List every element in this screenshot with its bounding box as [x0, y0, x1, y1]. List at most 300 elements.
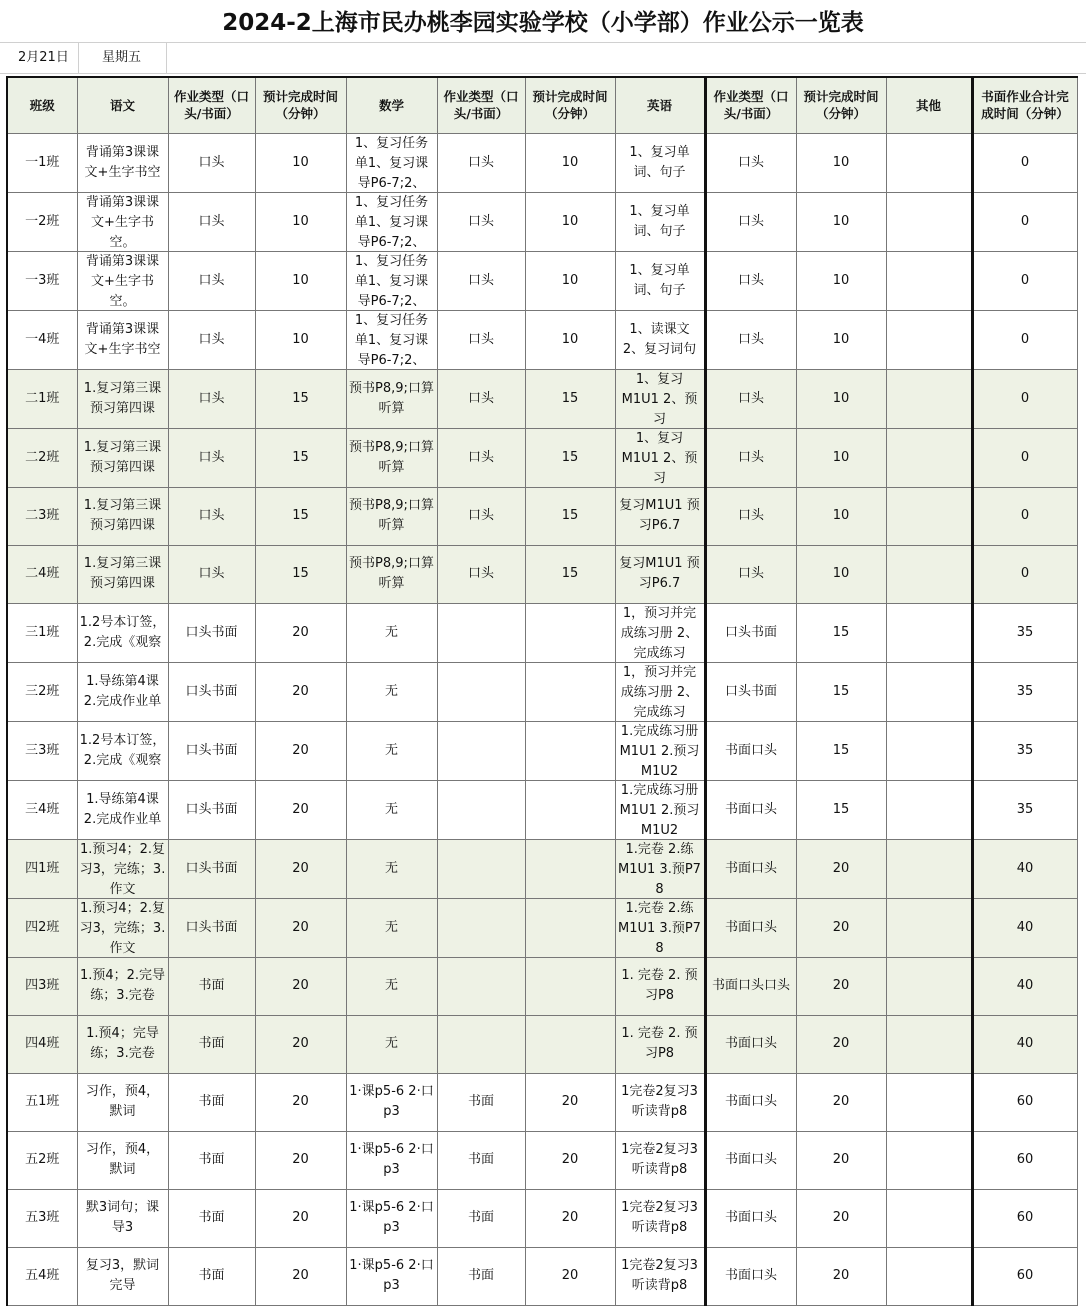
cell-english-time[interactable] [796, 1073, 886, 1131]
cell-chinese[interactable] [77, 957, 168, 1015]
cell-total[interactable] [972, 780, 1077, 839]
cell-math[interactable] [346, 1247, 437, 1305]
cell-chinese-type[interactable] [168, 1247, 255, 1305]
cell-english-time[interactable] [796, 1015, 886, 1073]
cell-total[interactable] [972, 133, 1077, 192]
weekday-cell[interactable]: 星期五 [102, 50, 142, 65]
cell-math[interactable] [346, 251, 437, 310]
cell-chinese[interactable] [77, 487, 168, 545]
cell-total[interactable] [972, 1015, 1077, 1073]
cell-english-type[interactable] [705, 780, 796, 839]
cell-total[interactable] [972, 1247, 1077, 1305]
cell-math-type[interactable] [437, 251, 525, 310]
cell-other[interactable] [886, 1015, 972, 1073]
cell-english-time[interactable] [796, 487, 886, 545]
cell-english[interactable] [615, 662, 705, 721]
header-cell-math-type[interactable]: 作业类型（口头/书面） [437, 77, 525, 133]
cell-math-type[interactable] [437, 1015, 525, 1073]
cell-total[interactable] [972, 1189, 1077, 1247]
cell-other[interactable] [886, 1247, 972, 1305]
cell-chinese[interactable] [77, 603, 168, 662]
cell-text: 口头 [737, 272, 764, 288]
date-row [0, 42, 1086, 74]
cell-class[interactable] [7, 487, 77, 545]
table-row [7, 251, 1077, 310]
cell-other[interactable] [886, 369, 972, 428]
cell-math[interactable] [346, 428, 437, 487]
cell-english-time[interactable] [796, 1189, 886, 1247]
cell-math-time[interactable] [525, 369, 615, 428]
cell-english-time[interactable] [796, 1247, 886, 1305]
cell-other[interactable] [886, 251, 972, 310]
cell-math-type[interactable] [437, 369, 525, 428]
cell-chinese-type[interactable] [168, 1131, 255, 1189]
cell-chinese[interactable] [77, 780, 168, 839]
table-row [7, 603, 1077, 662]
cell-math[interactable] [346, 369, 437, 428]
cell-english[interactable] [615, 428, 705, 487]
cell-chinese-time[interactable] [255, 1247, 346, 1305]
cell-chinese-time[interactable] [255, 133, 346, 192]
cell-total[interactable] [972, 721, 1077, 780]
cell-chinese-time[interactable] [255, 428, 346, 487]
cell-english[interactable] [615, 1073, 705, 1131]
cell-text: 60 [1016, 1094, 1034, 1109]
cell-chinese[interactable] [77, 1073, 168, 1131]
cell-chinese-time[interactable] [255, 780, 346, 839]
cell-class[interactable] [7, 1073, 77, 1131]
header-cell-chinese[interactable]: 语文 [77, 77, 168, 133]
cell-text: 1，预习并完成练习册 2、完成练习 [620, 605, 699, 661]
cell-math-time[interactable] [525, 1015, 615, 1073]
cell-text: 1、读课文 2、复习词句 [622, 321, 697, 357]
cell-english-type[interactable] [705, 603, 796, 662]
cell-total[interactable] [972, 1131, 1077, 1189]
cell-chinese-type[interactable] [168, 310, 255, 369]
cell-total[interactable] [972, 251, 1077, 310]
cell-english-type[interactable] [705, 1073, 796, 1131]
cell-english[interactable] [615, 369, 705, 428]
cell-text: 35 [1016, 801, 1034, 817]
cell-class[interactable] [7, 1189, 77, 1247]
header-cell-english[interactable]: 英语 [615, 77, 705, 133]
cell-chinese-type[interactable] [168, 662, 255, 721]
cell-other[interactable] [886, 133, 972, 192]
cell-chinese-time[interactable] [255, 545, 346, 603]
cell-math-time[interactable] [525, 251, 615, 310]
cell-chinese-type[interactable] [168, 721, 255, 780]
cell-math[interactable] [346, 1131, 437, 1189]
cell-math-type[interactable] [437, 957, 525, 1015]
cell-total[interactable] [972, 487, 1077, 545]
cell-english[interactable] [615, 133, 705, 192]
cell-class[interactable] [7, 545, 77, 603]
header-cell-chinese-time[interactable]: 预计完成时间（分钟） [255, 77, 346, 133]
cell-math[interactable] [346, 1189, 437, 1247]
cell-math-type[interactable] [437, 545, 525, 603]
cell-other[interactable] [886, 957, 972, 1015]
cell-chinese-time[interactable] [255, 839, 346, 898]
cell-other[interactable] [886, 839, 972, 898]
cell-total[interactable] [972, 1073, 1077, 1131]
cell-chinese-type[interactable] [168, 1073, 255, 1131]
cell-math-time[interactable] [525, 662, 615, 721]
cell-text: 1、复习单词、句子 [629, 262, 690, 298]
cell-chinese-type[interactable] [168, 780, 255, 839]
cell-math[interactable] [346, 780, 437, 839]
cell-english[interactable] [615, 957, 705, 1015]
cell-chinese-type[interactable] [168, 1189, 255, 1247]
cell-chinese[interactable] [77, 839, 168, 898]
cell-class[interactable] [7, 957, 77, 1015]
cell-english-type[interactable] [705, 487, 796, 545]
cell-class[interactable] [7, 428, 77, 487]
cell-class[interactable] [7, 662, 77, 721]
cell-chinese[interactable] [77, 251, 168, 310]
cell-chinese-time[interactable] [255, 487, 346, 545]
cell-chinese-type[interactable] [168, 428, 255, 487]
cell-math[interactable] [346, 839, 437, 898]
cell-other[interactable] [886, 662, 972, 721]
cell-total[interactable] [972, 428, 1077, 487]
cell-math[interactable] [346, 545, 437, 603]
cell-english-type[interactable] [705, 545, 796, 603]
cell-total[interactable] [972, 603, 1077, 662]
cell-text: 书面口头 [724, 1210, 777, 1225]
cell-math-type[interactable] [437, 1073, 525, 1131]
cell-math-time[interactable] [525, 1073, 615, 1131]
cell-class[interactable] [7, 1247, 77, 1305]
cell-english-time[interactable] [796, 428, 886, 487]
cell-math-time[interactable] [525, 839, 615, 898]
cell-chinese-time[interactable] [255, 310, 346, 369]
cell-chinese[interactable] [77, 1015, 168, 1073]
cell-english-time[interactable] [796, 251, 886, 310]
cell-text: 二4班 [25, 566, 60, 581]
cell-english[interactable] [615, 487, 705, 545]
cell-chinese-type[interactable] [168, 133, 255, 192]
header-cell-math-time[interactable]: 预计完成时间（分钟） [525, 77, 615, 133]
cell-english-time[interactable] [796, 957, 886, 1015]
cell-class[interactable] [7, 603, 77, 662]
cell-math[interactable] [346, 1015, 437, 1073]
cell-english-time[interactable] [796, 898, 886, 957]
cell-class[interactable] [7, 780, 77, 839]
cell-math-type[interactable] [437, 662, 525, 721]
cell-class[interactable] [7, 192, 77, 251]
cell-other[interactable] [886, 310, 972, 369]
cell-math[interactable] [346, 662, 437, 721]
cell-english-type[interactable] [705, 957, 796, 1015]
cell-text: 20 [292, 624, 309, 640]
cell-math[interactable] [346, 192, 437, 251]
cell-text: 书面口头口头 [711, 978, 790, 993]
cell-math-time[interactable] [525, 192, 615, 251]
cell-chinese[interactable] [77, 369, 168, 428]
header-cell-other[interactable]: 其他 [886, 77, 972, 133]
cell-chinese-time[interactable] [255, 603, 346, 662]
cell-total[interactable] [972, 898, 1077, 957]
cell-chinese-type[interactable] [168, 839, 255, 898]
cell-english-type[interactable] [705, 839, 796, 898]
cell-chinese[interactable] [77, 1131, 168, 1189]
cell-text: 20 [292, 919, 309, 935]
cell-math-time[interactable] [525, 1247, 615, 1305]
cell-english-type[interactable] [705, 1015, 796, 1073]
cell-text: 60 [1016, 1152, 1034, 1167]
cell-english[interactable] [615, 192, 705, 251]
cell-divider [166, 43, 167, 73]
cell-text: 默3词句；课导3 [85, 1200, 160, 1235]
cell-chinese-time[interactable] [255, 1073, 346, 1131]
cell-text: 35 [1016, 742, 1034, 758]
cell-text: 15 [561, 390, 579, 406]
cell-english-time[interactable] [796, 369, 886, 428]
cell-chinese-type[interactable] [168, 603, 255, 662]
cell-text: 0 [1020, 449, 1030, 465]
cell-english-time[interactable] [796, 1131, 886, 1189]
date-cell[interactable]: 2月21日 [18, 50, 69, 65]
cell-english-type[interactable] [705, 1247, 796, 1305]
cell-math-type[interactable] [437, 192, 525, 251]
cell-total[interactable] [972, 839, 1077, 898]
cell-chinese[interactable] [77, 133, 168, 192]
cell-math-time[interactable] [525, 133, 615, 192]
cell-text: 预书P8,9;口算听算 [349, 380, 434, 416]
cell-english[interactable] [615, 1015, 705, 1073]
cell-math-type[interactable] [437, 133, 525, 192]
cell-english-time[interactable] [796, 133, 886, 192]
cell-chinese-time[interactable] [255, 662, 346, 721]
cell-text: 无 [384, 860, 398, 876]
cell-chinese-time[interactable] [255, 957, 346, 1015]
cell-math[interactable] [346, 133, 437, 192]
cell-math[interactable] [346, 957, 437, 1015]
cell-other[interactable] [886, 898, 972, 957]
header-cell-math[interactable]: 数学 [346, 77, 437, 133]
cell-text: 1. 完卷 2. 预习P8 [621, 968, 698, 1003]
cell-math-type[interactable] [437, 721, 525, 780]
cell-other[interactable] [886, 545, 972, 603]
cell-math-type[interactable] [437, 839, 525, 898]
cell-english-time[interactable] [796, 662, 886, 721]
cell-text: 40 [1016, 978, 1034, 993]
cell-total[interactable] [972, 957, 1077, 1015]
cell-math[interactable] [346, 310, 437, 369]
cell-other[interactable] [886, 1189, 972, 1247]
cell-english-time[interactable] [796, 603, 886, 662]
homework-table [6, 76, 1078, 1306]
cell-chinese[interactable] [77, 1189, 168, 1247]
cell-math[interactable] [346, 1073, 437, 1131]
cell-english-type[interactable] [705, 721, 796, 780]
cell-chinese-type[interactable] [168, 369, 255, 428]
cell-math-time[interactable] [525, 898, 615, 957]
header-cell-english-time[interactable]: 预计完成时间（分钟） [796, 77, 886, 133]
cell-english[interactable] [615, 1189, 705, 1247]
cell-math-time[interactable] [525, 428, 615, 487]
cell-text: 20 [832, 1210, 850, 1225]
cell-english[interactable] [615, 898, 705, 957]
cell-total[interactable] [972, 310, 1077, 369]
cell-text: 三3班 [25, 742, 60, 758]
cell-text: 15 [561, 508, 579, 523]
cell-math-time[interactable] [525, 957, 615, 1015]
cell-english-time[interactable] [796, 310, 886, 369]
cell-total[interactable] [972, 662, 1077, 721]
cell-english[interactable] [615, 310, 705, 369]
cell-total[interactable] [972, 545, 1077, 603]
cell-english[interactable] [615, 1247, 705, 1305]
cell-english[interactable] [615, 780, 705, 839]
cell-chinese-type[interactable] [168, 1015, 255, 1073]
cell-math-time[interactable] [525, 1189, 615, 1247]
cell-english-time[interactable] [796, 780, 886, 839]
cell-chinese[interactable] [77, 898, 168, 957]
cell-english[interactable] [615, 545, 705, 603]
cell-english-time[interactable] [796, 721, 886, 780]
cell-class[interactable] [7, 721, 77, 780]
cell-chinese-time[interactable] [255, 898, 346, 957]
table-row [7, 133, 1077, 192]
cell-divider [78, 43, 79, 73]
cell-english-type[interactable] [705, 1131, 796, 1189]
cell-other[interactable] [886, 780, 972, 839]
cell-chinese[interactable] [77, 310, 168, 369]
cell-other[interactable] [886, 487, 972, 545]
cell-english-type[interactable] [705, 369, 796, 428]
cell-class[interactable] [7, 1015, 77, 1073]
cell-chinese-type[interactable] [168, 487, 255, 545]
cell-chinese-type[interactable] [168, 545, 255, 603]
cell-class[interactable] [7, 1131, 77, 1189]
cell-math-type[interactable] [437, 1131, 525, 1189]
cell-math-type[interactable] [437, 780, 525, 839]
cell-text: 1.预4；2.完导练；3.完卷 [79, 968, 166, 1003]
cell-english[interactable] [615, 603, 705, 662]
cell-other[interactable] [886, 1073, 972, 1131]
cell-chinese[interactable] [77, 545, 168, 603]
cell-math-type[interactable] [437, 428, 525, 487]
cell-english-time[interactable] [796, 192, 886, 251]
cell-math-time[interactable] [525, 603, 615, 662]
cell-class[interactable] [7, 310, 77, 369]
cell-chinese[interactable] [77, 428, 168, 487]
cell-math-time[interactable] [525, 780, 615, 839]
cell-text: 0 [1020, 331, 1030, 347]
cell-english-type[interactable] [705, 898, 796, 957]
header-cell-class[interactable]: 班级 [7, 77, 77, 133]
cell-english-type[interactable] [705, 133, 796, 192]
cell-total[interactable] [972, 192, 1077, 251]
cell-english-type[interactable] [705, 428, 796, 487]
cell-chinese-type[interactable] [168, 251, 255, 310]
cell-math-type[interactable] [437, 1247, 525, 1305]
cell-math[interactable] [346, 721, 437, 780]
cell-text: 10 [832, 390, 850, 406]
cell-class[interactable] [7, 369, 77, 428]
cell-other[interactable] [886, 192, 972, 251]
cell-text: 0 [1020, 272, 1030, 288]
cell-english-type[interactable] [705, 310, 796, 369]
cell-math[interactable] [346, 603, 437, 662]
cell-english[interactable] [615, 1131, 705, 1189]
cell-other[interactable] [886, 428, 972, 487]
cell-english-type[interactable] [705, 1189, 796, 1247]
cell-chinese[interactable] [77, 721, 168, 780]
cell-chinese-time[interactable] [255, 1131, 346, 1189]
header-cell-english-type[interactable]: 作业类型（口头/书面） [705, 77, 796, 133]
cell-class[interactable] [7, 839, 77, 898]
cell-other[interactable] [886, 721, 972, 780]
cell-math[interactable] [346, 898, 437, 957]
cell-text: 口头 [467, 154, 494, 170]
sheet-title: 2024-2上海市民办桃李园实验学校（小学部）作业公示一览表 [222, 10, 864, 36]
cell-math-time[interactable] [525, 310, 615, 369]
cell-english-type[interactable] [705, 251, 796, 310]
cell-math-time[interactable] [525, 487, 615, 545]
table-row [7, 957, 1077, 1015]
cell-text: 口头 [467, 331, 494, 347]
cell-english[interactable] [615, 251, 705, 310]
cell-math-type[interactable] [437, 898, 525, 957]
cell-chinese-time[interactable] [255, 721, 346, 780]
cell-english-type[interactable] [705, 192, 796, 251]
cell-math-type[interactable] [437, 1189, 525, 1247]
cell-english[interactable] [615, 721, 705, 780]
cell-text: 35 [1016, 683, 1034, 699]
cell-chinese-time[interactable] [255, 369, 346, 428]
header-cell-chinese-type[interactable]: 作业类型（口头/书面） [168, 77, 255, 133]
cell-chinese-time[interactable] [255, 1189, 346, 1247]
cell-chinese-type[interactable] [168, 957, 255, 1015]
cell-english-time[interactable] [796, 839, 886, 898]
cell-math-time[interactable] [525, 545, 615, 603]
cell-math-type[interactable] [437, 310, 525, 369]
cell-chinese[interactable] [77, 662, 168, 721]
header-cell-total[interactable]: 书面作业合计完成时间（分钟） [972, 77, 1077, 133]
cell-english-time[interactable] [796, 545, 886, 603]
cell-chinese-time[interactable] [255, 192, 346, 251]
cell-text: 20 [292, 742, 309, 758]
table-row [7, 1073, 1077, 1131]
cell-chinese[interactable] [77, 1247, 168, 1305]
cell-english-type[interactable] [705, 662, 796, 721]
cell-text: 20 [832, 978, 850, 993]
cell-text: 口头书面 [185, 860, 238, 876]
cell-chinese-time[interactable] [255, 1015, 346, 1073]
cell-math-type[interactable] [437, 487, 525, 545]
cell-english[interactable] [615, 839, 705, 898]
cell-class[interactable] [7, 133, 77, 192]
cell-other[interactable] [886, 603, 972, 662]
cell-total[interactable] [972, 369, 1077, 428]
cell-text: 1.导练第4课 2.完成作业单 [83, 791, 162, 827]
cell-math[interactable] [346, 487, 437, 545]
cell-class[interactable] [7, 251, 77, 310]
cell-math-type[interactable] [437, 603, 525, 662]
cell-math-time[interactable] [525, 721, 615, 780]
cell-math-time[interactable] [525, 1131, 615, 1189]
cell-class[interactable] [7, 898, 77, 957]
table-row [7, 1189, 1077, 1247]
cell-chinese-type[interactable] [168, 192, 255, 251]
cell-text: 书面口头 [724, 860, 777, 876]
cell-chinese[interactable] [77, 192, 168, 251]
cell-other[interactable] [886, 1131, 972, 1189]
cell-chinese-time[interactable] [255, 251, 346, 310]
cell-chinese-type[interactable] [168, 898, 255, 957]
